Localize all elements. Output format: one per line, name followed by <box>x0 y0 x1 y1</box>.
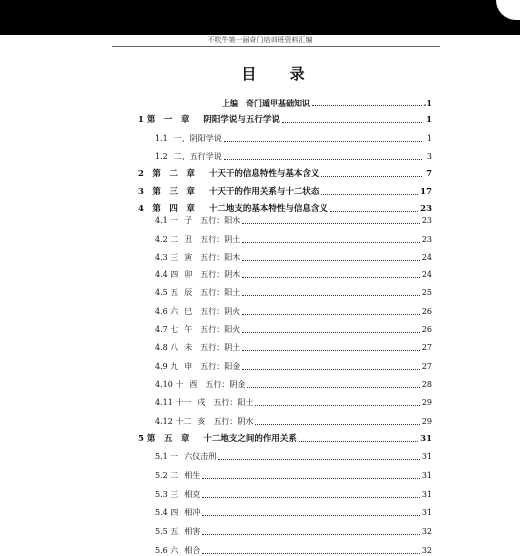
toc-entry-number: 4.10 十 <box>155 380 184 389</box>
toc-entry-number: 1.1 <box>155 134 168 143</box>
toc-entry-number: 5.3 三 <box>155 490 179 499</box>
toc-entry-title: 六仪击刑 <box>184 452 217 461</box>
toc-entry[interactable] <box>155 448 432 462</box>
toc-entry-number: 5.2 二 <box>155 471 179 480</box>
toc-entry-number: 4 第 四 章 <box>138 204 195 214</box>
toc-entry-page: 23 <box>421 216 432 225</box>
toc-entry-title: 戌 五行：阳土 <box>197 398 254 407</box>
dot-leader <box>242 260 420 261</box>
dot-leader <box>242 295 420 296</box>
toc-entry-title: 未 五行：阴土 <box>184 343 241 352</box>
toc-entry[interactable] <box>155 148 432 162</box>
toc-entry-number: 4.1 一 <box>155 216 179 225</box>
dot-leader <box>202 553 420 554</box>
toc-entry-title: 相克 <box>184 490 201 499</box>
toc-entry[interactable] <box>155 376 432 390</box>
toc-entry-page: 24 <box>421 270 432 279</box>
toc-entry-page: 1 <box>426 134 432 143</box>
toc-entry-title: 午 五行：阳火 <box>184 325 241 334</box>
toc-entry-number: 4.6 六 <box>155 307 179 316</box>
toc-entry[interactable] <box>155 467 432 481</box>
toc-entry[interactable] <box>155 504 432 518</box>
toc-entry-number: 4.12 十二 <box>155 417 192 426</box>
toc-entry-number: 4.11 十一 <box>155 398 192 407</box>
toc-entry-number: 5.4 四 <box>155 508 179 517</box>
toc-entry-title: 相生 <box>184 471 201 480</box>
dot-leader <box>242 277 420 278</box>
toc-entry[interactable] <box>155 303 432 317</box>
toc-entry[interactable] <box>138 165 432 179</box>
toc-entry-page: 3 <box>426 152 432 161</box>
toc-entry[interactable] <box>155 523 432 537</box>
dot-leader <box>247 387 419 388</box>
toc-entry-page: 31 <box>421 452 432 461</box>
dot-leader <box>321 176 422 177</box>
dot-leader <box>202 534 420 535</box>
toc-entry[interactable] <box>138 111 432 125</box>
toc-entry-page: 31 <box>421 508 432 517</box>
dot-leader <box>202 497 420 498</box>
toc-entry-page: 7 <box>426 169 432 179</box>
page-title: 目 录 <box>241 65 319 83</box>
toc-entry-title: 十天干的作用关系与十二状态 <box>208 187 320 197</box>
running-header: 不吹牛第一届奇门培训班资料汇编 <box>207 36 313 44</box>
toc-entry[interactable] <box>138 430 432 444</box>
dot-leader <box>242 332 420 333</box>
toc-entry-page: 23 <box>421 235 432 244</box>
toc-entry-number: 5.6 六 <box>155 546 179 555</box>
corner-mask <box>496 0 520 20</box>
toc-entry[interactable] <box>155 486 432 500</box>
toc-entry-title: 十天干的信息特性与基本含义 <box>208 169 320 179</box>
dot-leader <box>224 141 422 142</box>
toc-entry-number: 1 第 一 章 <box>138 115 190 125</box>
toc-entry-title: 十二地支的基本特性与信息含义 <box>208 204 328 214</box>
dot-leader <box>242 242 420 243</box>
header-rule <box>112 46 440 47</box>
toc-entry-title: 卯 五行：阴木 <box>184 270 241 279</box>
toc-entry-title: 相冲 <box>184 508 201 517</box>
toc-entry-title: 巳 五行：阴火 <box>184 307 241 316</box>
toc-entry-title: 酉 五行：阴金 <box>189 380 246 389</box>
dot-leader <box>242 223 420 224</box>
toc-entry-title: 一、阴阳学说 <box>173 134 222 143</box>
toc-entry-title: 丑 五行：阴土 <box>184 235 241 244</box>
toc-entry[interactable] <box>155 542 432 556</box>
toc-entry-page: 17 <box>420 187 432 197</box>
toc-entry[interactable] <box>155 249 432 263</box>
toc-entry-title: 上编 奇门遁甲基础知识 <box>222 98 310 108</box>
toc-entry-title: 十二地支之间的作用关系 <box>203 434 297 444</box>
toc-entry-number: 3 第 三 章 <box>138 187 195 197</box>
toc-entry[interactable] <box>155 321 432 335</box>
toc-entry-number: 4.7 七 <box>155 325 179 334</box>
toc-entry-page: 29 <box>421 398 432 407</box>
dot-leader <box>321 194 418 195</box>
toc-entry-page: 27 <box>421 362 432 371</box>
toc-entry-number: 4.2 二 <box>155 235 179 244</box>
toc-entry[interactable] <box>222 94 432 108</box>
toc-entry-title: 相害 <box>184 527 201 536</box>
toc-entry[interactable] <box>155 358 432 372</box>
toc-entry[interactable] <box>155 212 432 226</box>
toc-entry-title: 阴阳学说与五行学说 <box>203 115 280 125</box>
toc-entry[interactable] <box>138 183 432 197</box>
toc-entry-number: 4.8 八 <box>155 343 179 352</box>
toc-entry-number: 4.9 九 <box>155 362 179 371</box>
dot-leader <box>202 515 420 516</box>
toc-entry-number: 2 第 二 章 <box>138 169 195 179</box>
toc-entry-page: 32 <box>421 527 432 536</box>
toc-entry-title: 申 五行：阳金 <box>184 362 241 371</box>
toc-entry-page: 31 <box>421 490 432 499</box>
toc-entry[interactable] <box>155 413 432 427</box>
toc-entry-page: 26 <box>421 307 432 316</box>
toc-entry-page: 25 <box>421 288 432 297</box>
toc-entry-number: 5 第 五 章 <box>138 434 190 444</box>
toc-entry[interactable] <box>155 231 432 245</box>
dot-leader <box>312 105 422 106</box>
dot-leader <box>242 314 420 315</box>
dot-leader <box>255 424 419 425</box>
toc-entry-page: 31 <box>420 434 432 444</box>
toc-entry-number: 4.4 四 <box>155 270 179 279</box>
dot-leader <box>242 350 420 351</box>
toc-entry-title: 二、五行学说 <box>173 152 222 161</box>
toc-entry-page: 1 <box>426 115 432 125</box>
toc-entry-page: 32 <box>421 546 432 555</box>
dot-leader <box>202 478 420 479</box>
toc-entry[interactable] <box>155 339 432 353</box>
toc-entry-page: 31 <box>421 471 432 480</box>
toc-entry-page: 29 <box>421 417 432 426</box>
toc-entry-number: 5.1 一 <box>155 452 179 461</box>
dot-leader <box>242 369 420 370</box>
toc-entry-title: 亥 五行：阴水 <box>197 417 254 426</box>
toc-entry[interactable] <box>155 394 432 408</box>
toc-entry-title: 辰 五行：阳土 <box>184 288 241 297</box>
toc-entry[interactable] <box>155 284 432 298</box>
toc-entry-page: 24 <box>421 253 432 262</box>
toc-entry-page: 27 <box>421 343 432 352</box>
toc-entry-page: .1 <box>423 98 432 108</box>
dot-leader <box>282 122 422 123</box>
toc-entry-page: 26 <box>421 325 432 334</box>
toc-entry-number: 4.3 三 <box>155 253 179 262</box>
dot-leader <box>224 159 422 160</box>
toc-entry-number: 4.5 五 <box>155 288 179 297</box>
toc-entry-number: 1.2 <box>155 152 168 161</box>
dot-leader <box>218 459 420 460</box>
toc-entry[interactable] <box>155 266 432 280</box>
toc-entry-page: 23 <box>420 204 432 214</box>
toc-entry[interactable] <box>155 130 432 144</box>
toc-entry-title: 相合 <box>184 546 201 555</box>
dot-leader <box>255 405 419 406</box>
dot-leader <box>299 441 418 442</box>
toc-entry-number: 5.5 五 <box>155 527 179 536</box>
toc-entry-title: 子 五行：阳水 <box>184 216 241 225</box>
top-black-bar <box>0 0 520 35</box>
toc-entry-page: 28 <box>421 380 432 389</box>
toc-entry-title: 寅 五行：阳木 <box>184 253 241 262</box>
